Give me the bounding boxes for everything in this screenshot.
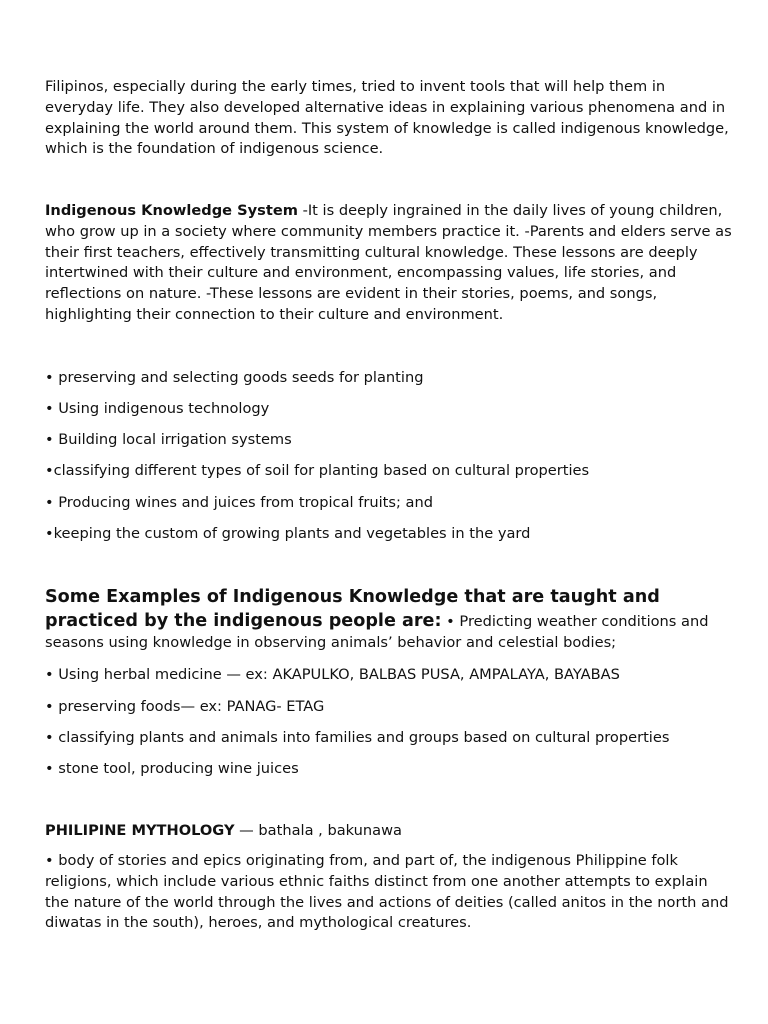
practice-item: •classifying different types of soil for planting based on cultural properties bbox=[45, 462, 590, 479]
iks-body: -It is deeply ingrained in the daily lives of young children, who grow up in a society where community members practice it. -Parents and elders serve as their first teachers, effectively transmitting cultural knowledge. These lessons are deeply intertwined with their culture and environment, encompassing values, life stories, and reflections on nature. -These lessons are evident in their stories, poems, and songs, highlighting their connection to their culture and environment. bbox=[45, 202, 732, 323]
mythology-paragraph: • body of stories and epics originating from, and part of, the indigenous Philippine folk religions, which include various ethnic faiths distinct from one another attempts to explain the nature of the world through the lives and actions of deities (called anitos in the north and diwatas in the south), heroes, and mythological creatures. bbox=[45, 852, 729, 932]
practice-item: • Producing wines and juices from tropical fruits; and bbox=[45, 494, 433, 511]
example-item: • stone tool, producing wine juices bbox=[45, 760, 299, 777]
example-item: • classifying plants and animals into families and groups based on cultural properties bbox=[45, 729, 670, 746]
mythology-title: PHILIPINE MYTHOLOGY bbox=[45, 822, 235, 839]
practice-item: • Using indigenous technology bbox=[45, 400, 270, 417]
mythology-subtitle: — bathala , bakunawa bbox=[234, 822, 402, 839]
practice-item: • Building local irrigation systems bbox=[45, 431, 292, 448]
intro-paragraph: Filipinos, especially during the early times, tried to invent tools that will help them in everyday life. They also developed alternative ideas in explaining various phenomena and in explaining the world around them. This system of knowledge is called indigenous knowledge, which is the foundation of indigenous science. bbox=[45, 78, 729, 158]
iks-paragraph bbox=[45, 201, 735, 326]
example-item: • Using herbal medicine — ex: AKAPULKO, BALBAS PUSA, AMPALAYA, BAYABAS bbox=[45, 666, 620, 683]
practice-item: • preserving and selecting goods seeds for planting bbox=[45, 369, 424, 386]
practice-item: •keeping the custom of growing plants and vegetables in the yard bbox=[45, 525, 531, 542]
mythology-heading-line bbox=[45, 821, 402, 841]
example-item: • preserving foods— ex: PANAG- ETAG bbox=[45, 698, 325, 715]
examples-heading: Some Examples of Indigenous Knowledge that are taught and practiced by the indigenous people are: bbox=[45, 587, 660, 631]
iks-title: Indigenous Knowledge System bbox=[45, 202, 298, 219]
examples-first-item: • Predicting weather conditions and seasons using knowledge in observing animals’ behavior and celestial bodies; bbox=[45, 613, 709, 651]
examples-paragraph bbox=[45, 585, 735, 654]
